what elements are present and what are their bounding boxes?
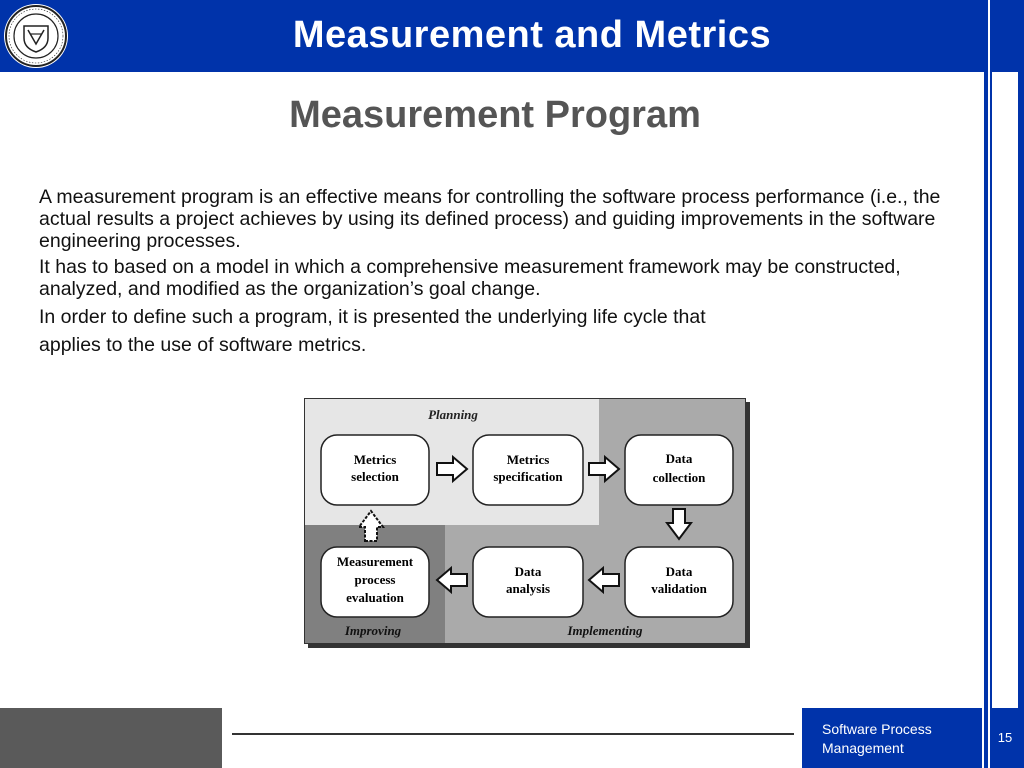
svg-text:validation: validation	[651, 581, 707, 596]
metrics-specification-box	[473, 435, 583, 505]
svg-text:Measurement: Measurement	[336, 554, 414, 569]
university-seal-icon	[4, 4, 68, 68]
data-collection-box	[625, 435, 733, 505]
svg-text:selection: selection	[351, 469, 399, 484]
svg-text:Data: Data	[665, 451, 693, 466]
paragraph-3: In order to define such a program, it is presented the underlying life cycle that	[39, 306, 706, 328]
svg-text:Data: Data	[665, 564, 693, 579]
measurement-process-evaluation-box	[321, 547, 429, 617]
corner-decoration	[992, 0, 1018, 72]
footer-course-line2: Management	[822, 740, 904, 756]
page-number: 15	[992, 708, 1018, 768]
metrics-selection-box	[321, 435, 429, 505]
svg-text:Metrics: Metrics	[506, 452, 550, 467]
paragraph-2: It has to based on a model in which a comprehensive measurement framework may be constructed, analyzed, and modified as the organization’s goal change.	[39, 256, 901, 300]
improving-label: Improving	[344, 623, 402, 638]
slide-title: Measurement Program	[289, 94, 701, 136]
footer-divider	[232, 733, 794, 735]
svg-text:Metrics: Metrics	[353, 452, 397, 467]
svg-text:analysis: analysis	[505, 581, 551, 596]
header-title: Measurement and Metrics	[292, 14, 772, 56]
svg-text:process: process	[354, 572, 396, 587]
svg-text:Data: Data	[514, 564, 542, 579]
implementing-label: Implementing	[567, 623, 643, 638]
svg-text:specification: specification	[493, 469, 563, 484]
data-analysis-box	[473, 547, 583, 617]
footer-course-box	[802, 708, 982, 768]
header-bar	[0, 0, 984, 72]
planning-label: Planning	[428, 407, 478, 422]
footer-course-line1: Software Process	[822, 721, 932, 737]
svg-text:evaluation: evaluation	[346, 590, 404, 605]
life-cycle-diagram	[304, 398, 746, 644]
right-edge-bar	[1018, 0, 1024, 768]
paragraph-4: applies to the use of software metrics.	[39, 334, 367, 356]
paragraph-1: A measurement program is an effective means for controlling the software process performance (i.e., the actual results a project achieves by using its defined process) and guiding improvements in the software engineering processes.	[39, 186, 941, 252]
body-text	[39, 186, 949, 360]
svg-text:collection: collection	[652, 470, 706, 485]
data-validation-box	[625, 547, 733, 617]
right-border-line	[990, 0, 992, 768]
footer-gray-block	[0, 708, 222, 768]
